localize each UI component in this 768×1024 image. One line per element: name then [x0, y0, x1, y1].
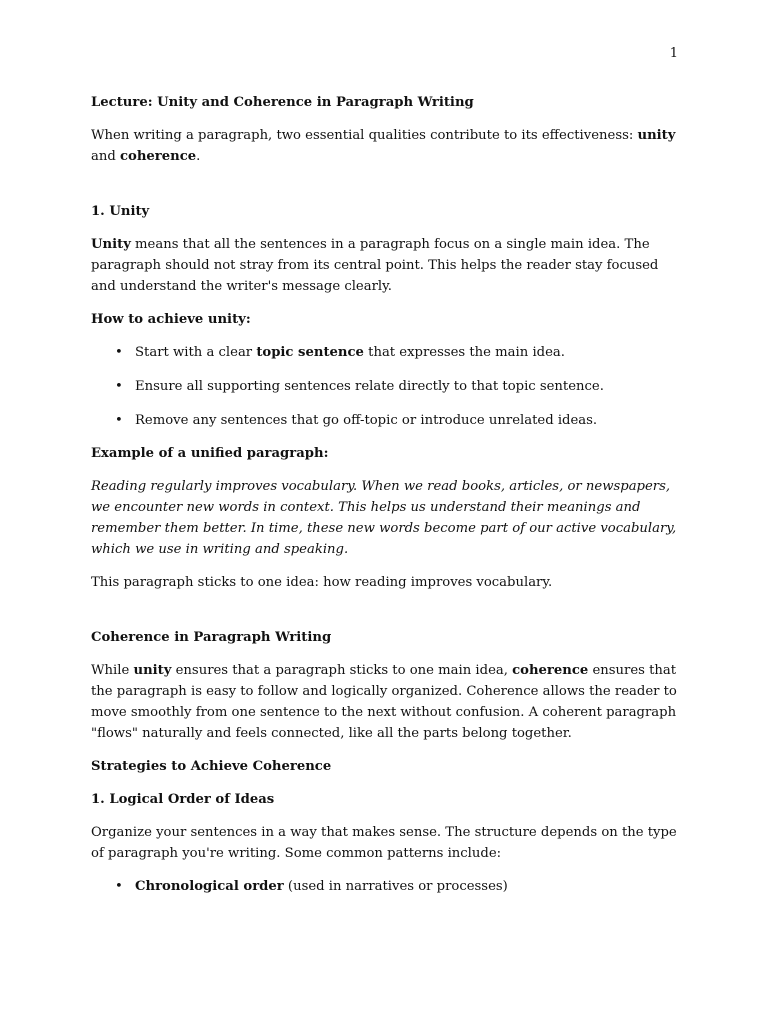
logical-order-heading: 1. Logical Order of Ideas	[91, 792, 275, 807]
intro-text: When writing a paragraph, two essential qualities contribute to its effectiveness:	[91, 128, 638, 143]
intro-paragraph	[91, 125, 681, 167]
order-patterns-list	[91, 876, 681, 897]
list-item-text: Start with a clear	[135, 345, 257, 360]
unity-definition	[91, 234, 681, 297]
coherence-intro-text: While	[91, 663, 134, 678]
unity-heading: 1. Unity	[91, 204, 150, 219]
document-body	[91, 92, 681, 909]
logical-order-paragraph: Organize your sentences in a way that makes sense. The structure depends on the type of paragraph you're writing. Some common patterns include:	[91, 825, 677, 861]
list-item	[91, 410, 681, 431]
example-heading: Example of a unified paragraph:	[91, 446, 329, 461]
coherence-intro	[91, 660, 681, 744]
document-title: Lecture: Unity and Coherence in Paragraph Writing	[91, 95, 474, 110]
how-to-achieve-unity-heading: How to achieve unity:	[91, 312, 251, 327]
coherence-heading: Coherence in Paragraph Writing	[91, 630, 332, 645]
section-spacer	[91, 593, 681, 627]
coherence-intro-text: ensures that a paragraph sticks to one main idea,	[171, 663, 513, 678]
list-item	[91, 376, 681, 397]
intro-coherence-term: coherence	[120, 149, 197, 164]
coherence-term: coherence	[512, 663, 589, 678]
coherence-intro-text: ensures that the paragraph is easy to follow and logically organized. Coherence allows the reader to move smoothly from one sentence to the next without confusion. A coherent paragraph "flows" naturally and feels connected, like all the parts belong together.	[91, 663, 677, 741]
unity-term: Unity	[91, 237, 131, 252]
topic-sentence-term: topic sentence	[256, 345, 364, 360]
list-item	[91, 876, 681, 897]
list-item-text: (used in narratives or processes)	[283, 879, 508, 894]
intro-text: .	[196, 149, 201, 164]
list-item-text: Ensure all supporting sentences relate directly to that topic sentence.	[135, 379, 604, 394]
list-item	[91, 342, 681, 363]
page-number: 1	[669, 46, 678, 61]
intro-text: and	[91, 149, 120, 164]
strategies-heading: Strategies to Achieve Coherence	[91, 759, 332, 774]
list-item-text: Remove any sentences that go off-topic or introduce unrelated ideas.	[135, 413, 598, 428]
section-spacer	[91, 167, 681, 201]
chronological-order-term: Chronological order	[135, 879, 284, 894]
list-item-text: that expresses the main idea.	[363, 345, 565, 360]
example-note: This paragraph sticks to one idea: how reading improves vocabulary.	[91, 575, 553, 590]
intro-unity-term: unity	[637, 128, 676, 143]
unity-definition-text: means that all the sentences in a paragraph focus on a single main idea. The paragraph should not stray from its central point. This helps the reader stay focused and understand the writer's message clearly.	[91, 237, 659, 294]
example-paragraph: Reading regularly improves vocabulary. When we read books, articles, or newspapers, we encounter new words in context. This helps us understand their meanings and remember them better. In time, these new words become part of our active vocabulary, which we use in writing and speaking.	[91, 479, 677, 557]
coherence-unity-term: unity	[133, 663, 172, 678]
unity-tips-list	[91, 342, 681, 431]
